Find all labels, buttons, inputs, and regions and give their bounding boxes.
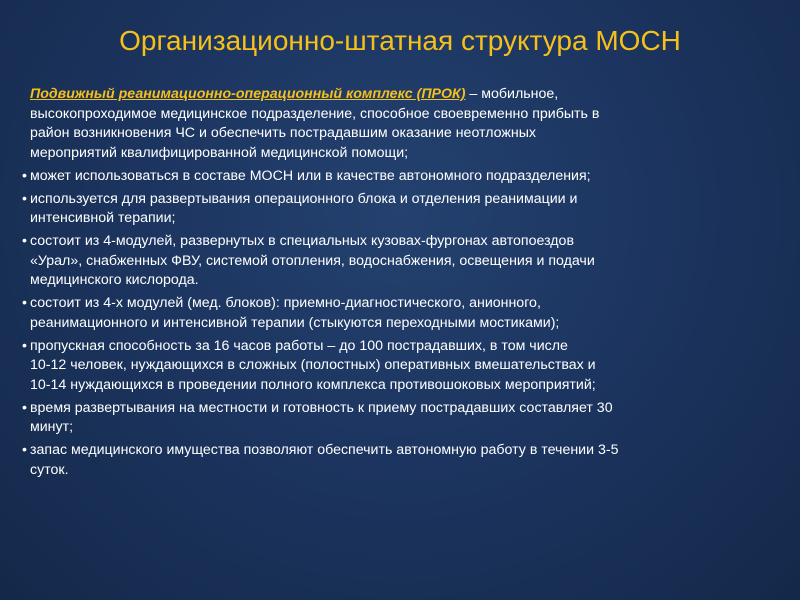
intro-line-2: высокопроходимое медицинское подразделение, способное своевременно прибыть в <box>30 105 600 122</box>
bullet-dot: • <box>22 442 27 458</box>
bullet-dot: • <box>22 233 27 249</box>
bullet-item <box>22 167 782 187</box>
bullet-line: используется для развертывания операционного блока и отделения реанимации и <box>30 190 578 207</box>
prok-term: Подвижный реанимационно-операционный комплекс (ПРОК) <box>30 86 466 102</box>
bullet-line: реанимационного и интенсивной терапии (стыкуются переходными мостиками); <box>30 314 560 331</box>
bullet-line: 10-14 нуждающихся в проведении полного комплекса противошоковых мероприятий; <box>30 376 596 393</box>
bullet-item <box>22 190 782 229</box>
slide-title: Организационно-штатная структура МОСН <box>119 25 681 56</box>
intro-line-4: мероприятий квалифицированной медицинской помощи; <box>30 144 409 161</box>
bullet-line: пропускная способность за 16 часов работы – до 100 пострадавших, в том числе <box>30 337 568 354</box>
bullet-item <box>22 232 782 291</box>
bullet-line: запас медицинского имущества позволяют обеспечить автономную работу в течении 3-5 <box>30 442 619 458</box>
bullet-dot: • <box>22 167 27 184</box>
intro-line-1-rest: – мобильное, <box>465 86 559 102</box>
bullet-dot: • <box>22 337 27 354</box>
bullet-line: может использоваться в составе МОСН или в качестве автономного подразделения; <box>30 167 591 184</box>
bullet-item <box>22 294 782 333</box>
slide-body <box>22 85 782 484</box>
bullet-line: состоит из 4-х модулей (мед. блоков): приемно-диагностического, анионного, <box>30 295 541 311</box>
intro-line-3: район возникновения ЧС и обеспечить пострадавшим оказание неотложных <box>30 125 536 141</box>
bullet-dot: • <box>22 399 27 416</box>
bullet-line: 10-12 человек, нуждающихся в сложных (полостных) оперативных вмешательствах и <box>30 357 596 373</box>
bullet-line: интенсивной терапии; <box>30 210 176 226</box>
intro-paragraph <box>22 85 782 163</box>
bullet-line: медицинского кислорода. <box>30 272 199 288</box>
bullet-line: «Урал», снабженных ФВУ, системой отопления, водоснабжения, освещения и подачи <box>30 252 595 269</box>
bullet-dot: • <box>22 295 27 311</box>
intro-line-1 <box>30 85 782 105</box>
bullet-line: суток. <box>30 461 69 478</box>
bullet-list <box>22 167 782 481</box>
bullet-item <box>22 337 782 396</box>
bullet-dot: • <box>22 190 27 207</box>
bullet-item <box>22 399 782 438</box>
bullet-line: состоит из 4-модулей, развернутых в специальных кузовах-фургонах автопоездов <box>30 233 574 249</box>
bullet-item <box>22 441 782 480</box>
bullet-line: время развертывания на местности и готовность к приему пострадавших составляет 30 <box>30 399 613 416</box>
bullet-line: минут; <box>30 419 74 435</box>
